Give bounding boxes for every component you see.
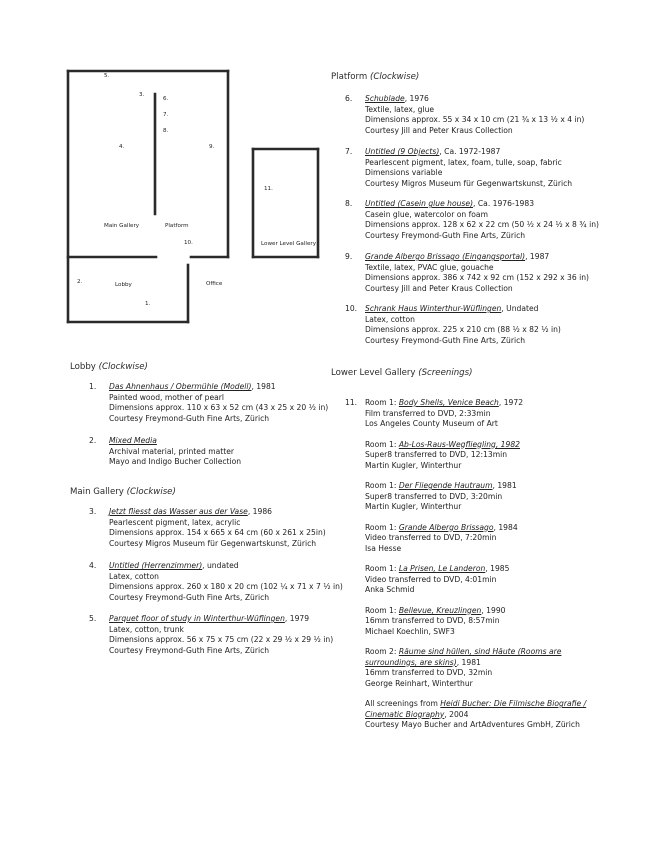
screening-date: , 1981 (456, 657, 481, 667)
section-note: (Clockwise) (126, 487, 176, 497)
closing-title-continued: Cinematic Biography (365, 709, 445, 719)
artwork-credit: Courtesy Migros Museum für Gegenwartskunst, Zürich (109, 538, 317, 548)
artwork-date: , 1976 (404, 94, 429, 103)
artwork-materials: Textile, latex, glue (365, 104, 435, 114)
floor-plan (0, 0, 330, 330)
artwork-credit: Courtesy Migros Museum für Gegenwartskunst, Zürich (365, 178, 573, 188)
artwork-credit: Mayo and Indigo Bucher Collection (109, 457, 242, 466)
entry-number: 4. (89, 561, 97, 570)
artwork-credit: Courtesy Freymond-Guth Fine Arts, Zürich (365, 335, 526, 345)
screening-format: 16mm transferred to DVD, 32min (365, 668, 493, 677)
artwork-date: , 1979 (284, 614, 310, 623)
artwork-materials: Textile, latex, PVAC glue, gouache (365, 262, 494, 272)
screening-credit: Martin Kugler, Winterthur (365, 460, 462, 470)
screenings-credit-note (365, 699, 586, 731)
plan-label-lobby: Lobby (115, 282, 132, 288)
artwork-materials: Pearlescent pigment, latex, acrylic (109, 517, 241, 527)
closing-lead: All screenings from (365, 699, 441, 708)
entry-number: 2. (89, 436, 97, 445)
screening-item (365, 398, 586, 430)
artwork-materials: Latex, cotton, trunk (109, 624, 184, 634)
screening-format: Super8 transferred to DVD, 12:13min (365, 450, 508, 459)
artwork-dimensions: Dimensions approx. 225 x 210 cm (88 ½ x 82 ½ in) (365, 325, 561, 334)
artwork-title: Parquet floor of study in Winterthur-Wüflingen (109, 614, 285, 623)
screening-credit: George Reinhart, Winterthur (365, 678, 473, 688)
screening-room: Room 1: (365, 481, 399, 490)
artwork-credit: Courtesy Freymond-Guth Fine Arts, Zürich (109, 645, 270, 655)
screening-title: La Prisen, Le Landeron (398, 564, 486, 573)
section-heading-main-gallery (70, 487, 176, 497)
plan-label-2: 2. (77, 279, 83, 285)
screening-item (365, 523, 586, 555)
artwork-materials: Painted wood, mother of pearl (109, 392, 224, 402)
screening-item (365, 606, 586, 638)
screening-title: Body Shells, Venice Beach (398, 398, 499, 407)
artwork-materials: Pearlescent pigment, latex, foam, tulle, soap, fabric (365, 157, 562, 167)
artwork-date: , undated (202, 561, 239, 570)
artwork-title: Jetzt fliesst das Wasser aus der Vase (109, 507, 248, 516)
artwork-date: , Ca. 1976-1983 (473, 199, 535, 208)
artwork-dimensions: Dimensions approx. 56 x 75 x 75 cm (22 x 29 ½ x 29 ½ in) (109, 635, 334, 644)
screening-title: Räume sind hüllen, sind Häute (Rooms are (398, 647, 562, 656)
artwork-date: , 1986 (247, 507, 272, 516)
artwork-title: Untitled (9 Objects) (365, 147, 440, 156)
screening-room: Room 1: (365, 398, 399, 407)
artwork-materials: Latex, cotton (109, 571, 159, 581)
entry-number: 3. (89, 507, 97, 516)
closing-date: , 2004 (444, 709, 469, 719)
section-note: (Screenings) (418, 368, 473, 378)
entry-number: 8. (345, 199, 353, 208)
artwork-title: Mixed Media (109, 436, 157, 445)
artwork-title: Schrank Haus Winterthur-Wüflingen (365, 304, 502, 313)
screening-item (365, 440, 586, 472)
artwork-dimensions: Dimensions approx. 128 x 62 x 22 cm (50 ½ x 24 ½ x 8 ¾ in) (365, 220, 599, 229)
artwork-dimensions: Dimensions variable (365, 168, 443, 177)
section-heading-platform (331, 72, 419, 82)
screening-room: Room 1: (365, 564, 399, 573)
entry-number: 5. (89, 614, 97, 623)
entry-number: 6. (345, 94, 353, 103)
plan-label-6: 6. (163, 96, 169, 102)
screening-title: Ab-Los-Raus-Wegfliegling, 1982 (398, 439, 520, 449)
artwork-title: Untitled (Herrenzimmer) (109, 561, 203, 570)
screening-credit: Isa Hesse (365, 543, 402, 553)
screening-format: Video transferred to DVD, 7:20min (365, 533, 497, 542)
plan-label-lower-level-gallery: Lower Level Gallery (261, 241, 317, 247)
artwork-credit: Courtesy Freymond-Guth Fine Arts, Zürich (109, 592, 270, 602)
entry-number: 10. (345, 304, 358, 313)
artwork-dimensions: Dimensions approx. 154 x 665 x 64 cm (60 x 261 x 25in) (109, 528, 326, 537)
screening-credit: Anka Schmid (365, 585, 415, 594)
floor-plan-walls (0, 0, 330, 330)
entry-number: 11. (345, 398, 358, 407)
artwork-dimensions: Dimensions approx. 110 x 63 x 52 cm (43 x 25 x 20 ½ in) (109, 403, 329, 412)
closing-credit: Courtesy Mayo Bucher and ArtAdventures GmbH, Zürich (365, 720, 580, 729)
artwork-date: , Undated (501, 304, 539, 313)
plan-label-platform: Platform (165, 223, 189, 229)
screening-title: Grande Albergo Brissago (398, 522, 494, 532)
screening-item (365, 481, 586, 513)
artwork-dimensions: Dimensions approx. 386 x 742 x 92 cm (152 x 292 x 36 in) (365, 273, 589, 282)
screening-date: , 1984 (493, 522, 518, 532)
artwork-dimensions: Dimensions approx. 55 x 34 x 10 cm (21 ¾ x 13 ½ x 4 in) (365, 115, 585, 124)
plan-label-1: 1. (145, 301, 151, 307)
entry-number: 7. (345, 147, 353, 156)
artwork-title: Untitled (Casein glue house) (365, 199, 474, 208)
artwork-credit: Courtesy Jill and Peter Kraus Collection (365, 283, 513, 293)
artwork-materials: Archival material, printed matter (109, 446, 234, 456)
section-note: (Clockwise) (98, 362, 148, 372)
section-note: (Clockwise) (369, 72, 420, 82)
section-name: Lobby (70, 362, 96, 372)
artwork-materials: Casein glue, watercolor on foam (365, 209, 488, 219)
screening-title: Bellevue, Kreuzlingen (398, 605, 482, 615)
artwork-date: , 1981 (251, 382, 276, 391)
artwork-title: Das Ahnenhaus / Obermühle (Modell) (109, 382, 252, 391)
screening-room: Room 1: (365, 605, 399, 615)
screening-room: Room 1: (365, 439, 399, 449)
artwork-materials: Latex, cotton (365, 314, 415, 324)
section-heading-lobby (70, 362, 148, 372)
screening-room: Room 1: (365, 522, 399, 532)
screening-format: Video transferred to DVD, 4:01min (365, 574, 497, 584)
screening-credit: Los Angeles County Museum of Art (365, 419, 498, 428)
plan-label-8: 8. (163, 128, 169, 134)
screening-item (365, 564, 586, 596)
artwork-credit: Courtesy Jill and Peter Kraus Collection (365, 125, 513, 135)
artwork-date: , 1987 (525, 252, 550, 261)
entry-number: 9. (345, 252, 353, 261)
plan-label-7: 7. (163, 112, 169, 118)
screening-date: , 1990 (481, 605, 506, 615)
plan-label-10: 10. (184, 240, 193, 246)
screening-format: Film transferred to DVD, 2:33min (365, 408, 491, 418)
artwork-title: Grande Albergo Brissago (Eingangsportal) (365, 252, 526, 261)
screening-date: , 1972 (498, 398, 524, 407)
artwork-date: , Ca. 1972-1987 (439, 147, 501, 156)
section-name: Lower Level Gallery (331, 368, 416, 378)
entry-number: 1. (89, 382, 97, 391)
screening-format: 16mm transferred to DVD, 8:57min (365, 616, 500, 625)
plan-label-4: 4. (119, 144, 125, 150)
section-heading-lower-level-gallery (331, 368, 472, 378)
artwork-credit: Courtesy Freymond-Guth Fine Arts, Zürich (109, 413, 270, 423)
plan-label-9: 9. (209, 144, 215, 150)
plan-label-5: 5. (104, 73, 110, 79)
closing-title: Heidi Bucher: Die Filmische Biografie / (440, 699, 587, 708)
section-name: Main Gallery (70, 487, 124, 497)
artwork-dimensions: Dimensions approx. 260 x 180 x 20 cm (102 ¼ x 71 x 7 ½ in) (109, 582, 343, 591)
screening-format: Super8 transferred to DVD, 3:20min (365, 491, 503, 501)
screening-item (365, 647, 586, 689)
screening-room: Room 2: (365, 647, 399, 656)
screening-title: Der Fliegende Hautraum (398, 481, 493, 490)
section-name: Platform (331, 72, 368, 82)
artwork-credit: Courtesy Freymond-Guth Fine Arts, Zürich (365, 230, 526, 240)
screening-date: , 1981 (492, 481, 517, 490)
artwork-title: Schublade (365, 94, 405, 103)
plan-label-11: 11. (264, 186, 273, 192)
plan-label-main-gallery: Main Gallery (104, 223, 140, 229)
plan-label-office: Office (206, 281, 223, 287)
plan-label-3: 3. (139, 92, 145, 98)
screening-title-continued: surroundings, are skins) (365, 657, 457, 667)
screening-date: , 1985 (485, 564, 510, 573)
screening-credit: Martin Kugler, Winterthur (365, 502, 462, 511)
screening-credit: Michael Koechlin, SWF3 (365, 626, 455, 636)
